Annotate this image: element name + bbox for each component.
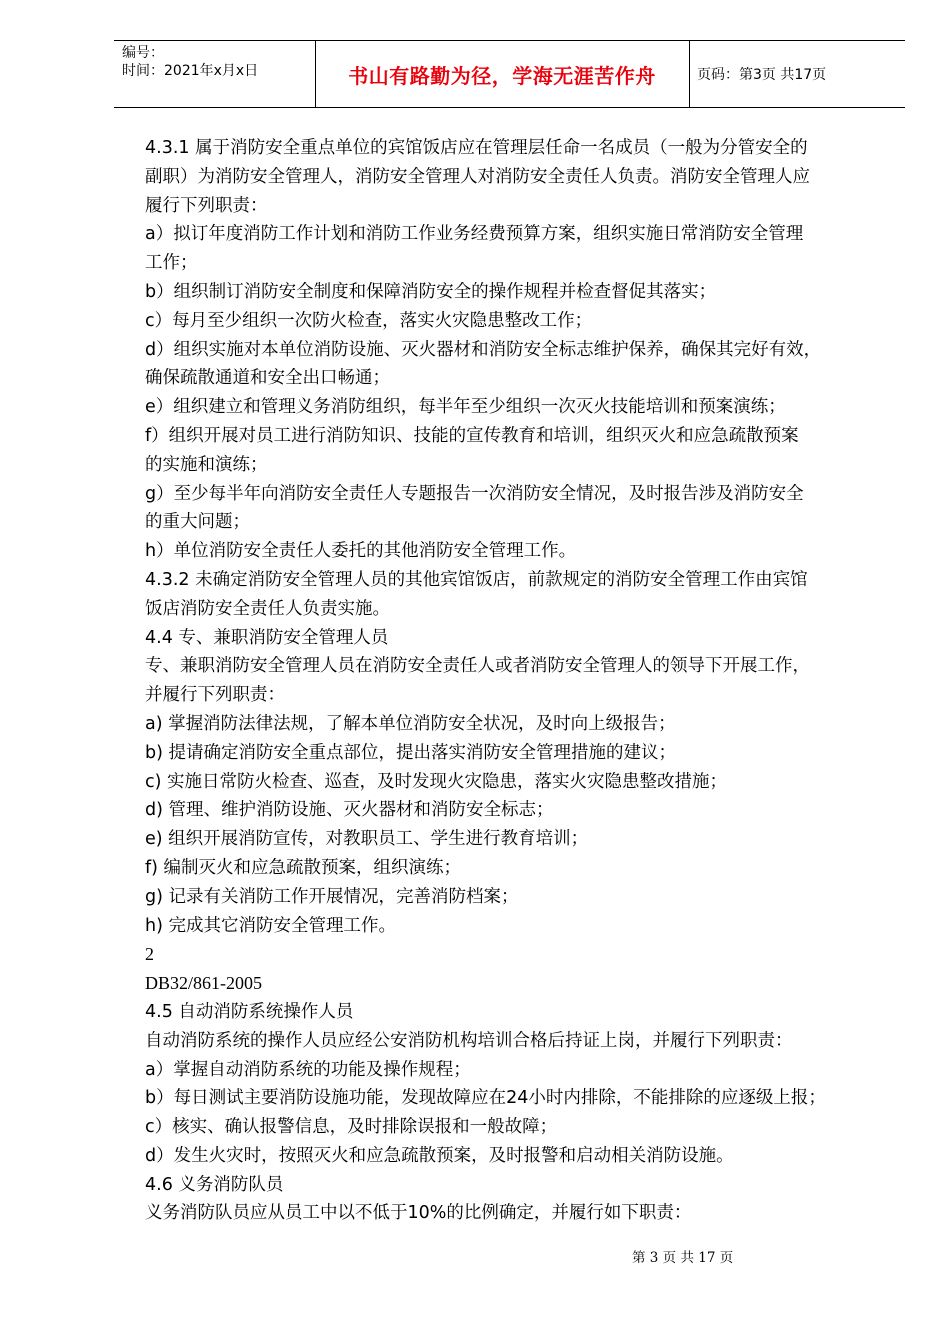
body-text-line: DB32/861-2005 xyxy=(145,973,262,994)
body-text-line: c）每月至少组织一次防火检查，落实火灾隐患整改工作； xyxy=(145,310,593,331)
body-text-line: b）组织制订消防安全制度和保障消防安全的操作规程并检查督促其落实； xyxy=(145,281,717,302)
body-text-line: 饭店消防安全责任人负责实施。 xyxy=(145,598,390,619)
body-text-line: f）组织开展对员工进行消防知识、技能的宣传教育和培训，组织灭火和应急疏散预案 xyxy=(145,425,799,446)
body-text-line: 确保疏散通道和安全出口畅通； xyxy=(145,368,390,389)
body-text-line: d) 管理、维护消防设施、灭火器材和消防安全标志； xyxy=(145,800,554,821)
body-text-line: g）至少每半年向消防安全责任人专题报告一次消防安全情况，及时报告涉及消防安全 xyxy=(145,483,804,504)
body-text-line: 自动消防系统的操作人员应经公安消防机构培训合格后持证上岗，并履行下列职责： xyxy=(145,1030,793,1051)
document-time-label: 时间：2021年x月x日 xyxy=(122,63,259,79)
document-number-label: 编号： xyxy=(122,45,164,61)
body-text-line: d）发生火灾时，按照灭火和应急疏散预案，及时报警和启动相关消防设施。 xyxy=(145,1145,734,1166)
body-text-line: c）核实、确认报警信息，及时排除误报和一般故障； xyxy=(145,1117,558,1138)
document-body xyxy=(145,134,895,1228)
body-text-line: a）掌握自动消防系统的功能及操作规程； xyxy=(145,1059,471,1080)
body-text-line: a）拟订年度消防工作计划和消防工作业务经费预算方案，组织实施日常消防安全管理 xyxy=(145,224,804,245)
body-text-line: 4.3.1 属于消防安全重点单位的宾馆饭店应在管理层任命一名成员（一般为分管安全的 xyxy=(145,138,808,158)
header-meta-cell xyxy=(114,41,316,107)
body-text-line: d）组织实施对本单位消防设施、灭火器材和消防安全标志维护保养，确保其完好有效， xyxy=(145,339,822,360)
header-page-number: 页码：第3页 共17页 xyxy=(697,67,827,83)
body-text-line: f) 编制灭火和应急疏散预案，组织演练； xyxy=(145,857,462,878)
body-text-line: e) 组织开展消防宣传，对教职员工、学生进行教育培训； xyxy=(145,829,589,850)
body-text-line: 履行下列职责： xyxy=(145,195,268,216)
body-text-line: 义务消防队员应从员工中以不低于10%的比例确定，并履行如下职责： xyxy=(145,1203,692,1224)
body-text-line: h）单位消防安全责任人委托的其他消防安全管理工作。 xyxy=(145,541,577,562)
body-text-line: g) 记录有关消防工作开展情况，完善消防档案； xyxy=(145,886,519,907)
body-text-line: a) 掌握消防法律法规，了解本单位消防安全状况，及时向上级报告； xyxy=(145,713,676,734)
header-page-cell xyxy=(689,41,905,107)
body-text-line: 副职）为消防安全管理人，消防安全管理人对消防安全责任人负责。消防安全管理人应 xyxy=(145,166,810,187)
body-text-line: 的实施和演练； xyxy=(145,454,268,475)
page-header xyxy=(114,40,905,108)
body-text-line: 4.5 自动消防系统操作人员 xyxy=(145,1001,354,1022)
body-text-line: h) 完成其它消防安全管理工作。 xyxy=(145,915,396,936)
header-motto: 书山有路勤为径，学海无涯苦作舟 xyxy=(348,63,656,88)
body-text-line: 2 xyxy=(145,944,154,965)
body-text-line: 4.6 义务消防队员 xyxy=(145,1174,284,1195)
body-text-line: c) 实施日常防火检查、巡查，及时发现火灾隐患，落实火灾隐患整改措施； xyxy=(145,771,728,792)
body-text-line: b）每日测试主要消防设施功能，发现故障应在24小时内排除，不能排除的应逐级上报； xyxy=(145,1088,826,1109)
body-text-line: 并履行下列职责： xyxy=(145,685,285,706)
page-footer: 第 3 页 共 17 页 xyxy=(632,1250,734,1266)
body-text-line: 专、兼职消防安全管理人员在消防安全责任人或者消防安全管理人的领导下开展工作， xyxy=(145,656,810,677)
body-text-line: 4.4 专、兼职消防安全管理人员 xyxy=(145,627,389,648)
body-text-line: 工作； xyxy=(145,253,198,274)
header-motto-cell xyxy=(315,41,690,107)
body-text-line: 4.3.2 未确定消防安全管理人员的其他宾馆饭店，前款规定的消防安全管理工作由宾馆 xyxy=(145,569,808,590)
body-text-line: 的重大问题； xyxy=(145,512,250,533)
body-text-line: b) 提请确定消防安全重点部位，提出落实消防安全管理措施的建议； xyxy=(145,742,676,763)
body-text-line: e）组织建立和管理义务消防组织，每半年至少组织一次灭火技能培训和预案演练； xyxy=(145,397,786,418)
